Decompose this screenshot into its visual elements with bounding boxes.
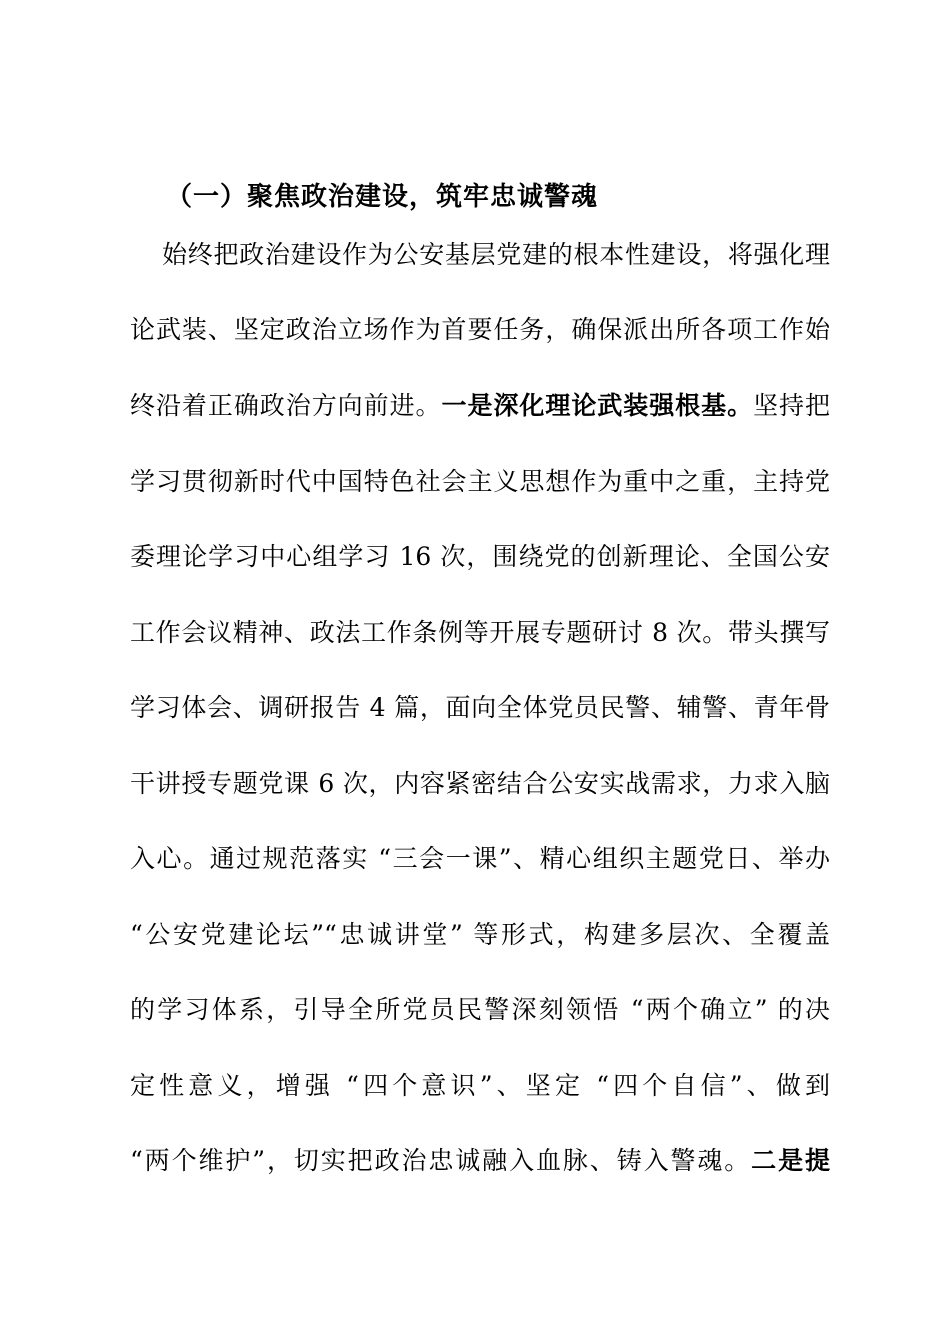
text-run: 学习贯彻新时代中国特色社会主义思想作为重中之重，主持党	[130, 467, 830, 496]
bold-text-run: 二是提	[751, 1146, 830, 1175]
paragraph-line	[130, 314, 830, 346]
text-run: 论武装、坚定政治立场作为首要任务，确保派出所各项工作始	[130, 315, 830, 344]
paragraph-line	[130, 843, 830, 875]
paragraph-line	[130, 1145, 830, 1177]
text-run: 工作会议精神、政法工作条例等开展专题研讨 8 次。带头撰写	[130, 618, 830, 647]
paragraph-line	[130, 919, 830, 951]
text-run: 坚持把	[753, 391, 830, 420]
paragraph-line	[162, 239, 830, 271]
paragraph-line	[130, 541, 830, 573]
paragraph-line	[130, 617, 830, 649]
text-run: “两个维护”，切实把政治忠诚融入血脉、铸入警魂。	[130, 1146, 752, 1175]
paragraph-line	[130, 692, 830, 724]
text-run: 定性意义，增强 “四个意识”、坚定 “四个自信”、做到	[130, 1071, 830, 1100]
paragraph-line	[130, 994, 830, 1026]
text-run: 入心。通过规范落实 “三会一课”、精心组织主题党日、举办	[130, 844, 830, 873]
paragraph-line	[130, 1070, 830, 1102]
text-run: 始终把政治建设作为公安基层党建的根本性建设，将强化理	[162, 240, 830, 269]
bold-text-run: 一是深化理论武装强根基。	[441, 391, 754, 420]
text-run: 学习体会、调研报告 4 篇，面向全体党员民警、辅警、青年骨	[130, 693, 830, 722]
text-run: 委理论学习中心组学习 16 次，围绕党的创新理论、全国公安	[130, 542, 830, 571]
section-heading: （一）聚焦政治建设，筑牢忠诚警魂	[166, 182, 599, 212]
paragraph-line	[130, 768, 830, 800]
text-run: 终沿着正确政治方向前进。	[130, 391, 442, 420]
paragraph-line	[130, 390, 830, 422]
paragraph-line	[130, 466, 830, 498]
text-run: 的学习体系，引导全所党员民警深刻领悟 “两个确立” 的决	[130, 995, 830, 1024]
text-run: 干讲授专题党课 6 次，内容紧密结合公安实战需求，力求入脑	[130, 769, 830, 798]
text-run: “公安党建论坛”“忠诚讲堂” 等形式，构建多层次、全覆盖	[130, 920, 830, 949]
